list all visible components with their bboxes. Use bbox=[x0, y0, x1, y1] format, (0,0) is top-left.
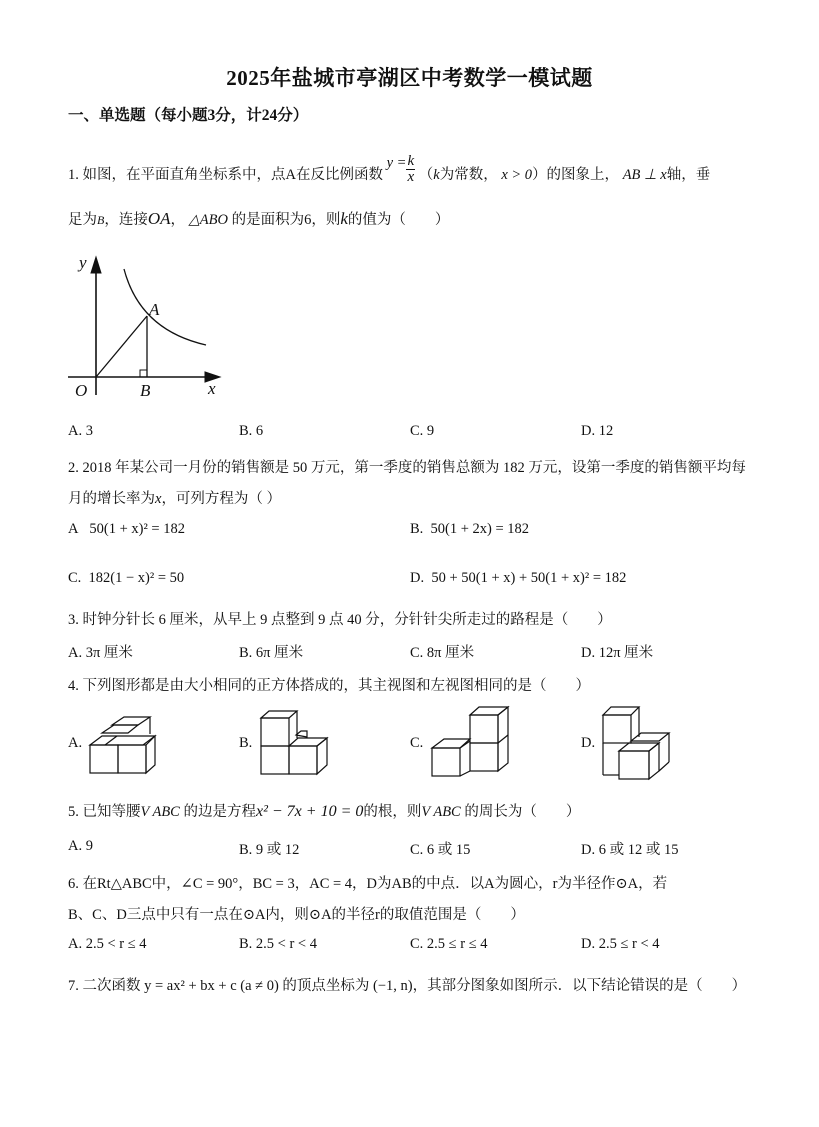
edge bbox=[498, 735, 508, 743]
cube-lower-right bbox=[289, 746, 317, 774]
q3-option-d[interactable]: D. 12π 厘米 bbox=[581, 645, 654, 661]
q4-option-a-label[interactable]: A. bbox=[68, 735, 83, 751]
q5-option-c[interactable]: C. 6 或 15 bbox=[410, 842, 471, 858]
q2-l2a: 月的增长率为 bbox=[68, 491, 155, 507]
q2-x: x bbox=[155, 491, 162, 507]
q1-B: B bbox=[97, 213, 105, 227]
cube-top-back bbox=[112, 717, 150, 725]
q6-option-a[interactable]: A. 2.5 < r ≤ 4 bbox=[68, 936, 147, 952]
q2-option-a[interactable] bbox=[68, 521, 185, 538]
cube-side bbox=[317, 738, 327, 774]
question-3: 3. 时钟分针长 6 厘米，从早上 9 点整到 9 点 40 分，分针针尖所走过的路程是（ ） bbox=[68, 612, 612, 628]
q1-l2d: 的值为（ ） bbox=[347, 212, 450, 228]
question-7: 7. 二次函数 y = ax² + bx + c (a ≠ 0) 的顶点坐标为 (−1, n)，其部分图象如图所示．以下结论错误的是（ ） bbox=[68, 978, 747, 994]
page-title: 2025年盐城市亭湖区中考数学一模试题 bbox=[226, 66, 593, 90]
q4-option-c-label[interactable]: C. bbox=[410, 735, 424, 751]
edge bbox=[460, 771, 470, 776]
q1-l2a: 足为 bbox=[68, 212, 97, 228]
frac-numerator: k bbox=[407, 153, 415, 169]
q5-option-d[interactable]: D. 6 或 12 或 15 bbox=[581, 842, 679, 858]
right-angle-marker bbox=[140, 370, 147, 377]
y-axis-arrow-icon bbox=[91, 257, 101, 273]
q1-text: 1. 如图，在平面直角坐标系中，点A在反比例函数 bbox=[68, 166, 383, 183]
q5-tri2: V ABC bbox=[421, 804, 461, 820]
q1-OA: OA bbox=[147, 209, 171, 228]
q6-option-c[interactable]: C. 2.5 ≤ r ≤ 4 bbox=[410, 936, 488, 952]
opt-expr: 182(1 − x)² = 50 bbox=[88, 570, 185, 586]
q1-axis-text: 轴，垂 bbox=[666, 166, 711, 183]
q1-const-text: 为常数， bbox=[439, 166, 498, 183]
cube-upper bbox=[603, 715, 631, 743]
edge bbox=[105, 736, 117, 745]
cube-front-side bbox=[649, 743, 659, 779]
frac-denominator: x bbox=[407, 169, 415, 185]
label-B: B bbox=[140, 381, 151, 400]
q4-option-d-label[interactable]: D. bbox=[581, 735, 596, 751]
q3-option-a[interactable]: A. 3π 厘米 bbox=[68, 645, 133, 661]
opt-label: C. bbox=[68, 570, 82, 586]
q1-condition: x > 0 bbox=[501, 166, 533, 183]
cube-upper bbox=[261, 718, 289, 746]
q5-tri1: V ABC bbox=[140, 804, 180, 820]
q4-figure-b bbox=[259, 708, 339, 774]
q1-option-b[interactable]: B. 6 bbox=[239, 423, 264, 439]
cube-front-left bbox=[90, 745, 118, 773]
cube-front-right bbox=[118, 745, 146, 773]
cube-top-front bbox=[90, 736, 155, 745]
q4-figure-d bbox=[601, 705, 681, 777]
cube-top-left bbox=[432, 739, 470, 748]
q1-comma: ， bbox=[170, 212, 186, 228]
q1-suffix: ）的图象上， bbox=[532, 166, 620, 183]
opt-label: A bbox=[68, 521, 79, 537]
cube-lower-left bbox=[261, 746, 289, 774]
q6-option-b[interactable]: B. 2.5 < r < 4 bbox=[239, 936, 317, 952]
cube-top bbox=[603, 707, 639, 715]
q3-option-c[interactable]: C. 8π 厘米 bbox=[410, 645, 475, 661]
q1-l2b: ，连接 bbox=[104, 212, 148, 228]
cube-front-top bbox=[619, 743, 659, 751]
question-2-line-1: 2. 2018 年某公司一月份的销售额是 50 万元，第一季度的销售总额为 182 万元，设第一季度的销售额平均每 bbox=[68, 460, 746, 476]
q4-figure-a bbox=[88, 712, 168, 772]
q5-option-b[interactable]: B. 9 或 12 bbox=[239, 842, 300, 858]
hyperbola-curve bbox=[124, 269, 206, 345]
cube-top-mid bbox=[102, 725, 138, 733]
q5-option-a[interactable]: A. 9 bbox=[68, 838, 93, 854]
q1-option-a[interactable]: A. 3 bbox=[68, 423, 93, 439]
q1-triangle: △ABO bbox=[188, 212, 228, 228]
q2-option-b[interactable] bbox=[410, 521, 529, 538]
edge bbox=[460, 741, 470, 748]
q5-equation: x² − 7x + 10 = 0 bbox=[255, 803, 364, 820]
question-5 bbox=[68, 800, 580, 821]
q1-paren: （ bbox=[418, 166, 434, 183]
question-1-line-2 bbox=[68, 208, 449, 229]
q1-l2c: 的是面积为6，则 bbox=[231, 212, 341, 228]
label-x: x bbox=[208, 379, 216, 398]
q5-b: 的边是方程 bbox=[183, 804, 256, 820]
cube-lower-left bbox=[432, 748, 460, 776]
question-6-line-2: B、C、D三点中只有一点在⊙A内，则⊙A的半径r的取值范围是（ ） bbox=[68, 907, 525, 923]
q6-option-d[interactable]: D. 2.5 ≤ r < 4 bbox=[581, 936, 660, 952]
cube-upper bbox=[470, 715, 498, 743]
cube-lower-right bbox=[470, 743, 498, 771]
q1-perp: AB ⊥ x bbox=[622, 166, 667, 183]
q5-a: 5. 已知等腰 bbox=[68, 804, 141, 820]
q3-option-b[interactable]: B. 6π 厘米 bbox=[239, 645, 304, 661]
opt-label: B. bbox=[410, 521, 424, 537]
q4-figure-c bbox=[430, 705, 510, 775]
q1-option-c[interactable]: C. 9 bbox=[410, 423, 435, 439]
section-heading: 一、单选题（每小题3分，计24分） bbox=[68, 107, 309, 124]
q5-d: 的周长为（ ） bbox=[464, 804, 581, 820]
q1-fraction bbox=[406, 154, 415, 185]
segment-OA bbox=[96, 316, 147, 377]
question-2-line-2 bbox=[68, 487, 281, 508]
q1-formula-lhs: y = bbox=[386, 154, 407, 171]
cube-back-top bbox=[631, 733, 669, 741]
q2-option-d[interactable] bbox=[410, 570, 626, 587]
opt-expr: 50 + 50(1 + x) + 50(1 + x)² = 182 bbox=[431, 570, 627, 586]
question-1-line-1 bbox=[68, 153, 711, 191]
label-O: O bbox=[75, 381, 88, 400]
question-6-line-1: 6. 在Rt△ABC中，∠C = 90°，BC = 3，AC = 4，D为AB的中点．以A为圆心，r为半径作⊙A，若 bbox=[68, 876, 668, 892]
q2-option-c[interactable] bbox=[68, 570, 184, 587]
q1-figure bbox=[60, 245, 260, 415]
cube-front bbox=[619, 751, 649, 779]
edge bbox=[659, 762, 669, 771]
opt-expr: 50(1 + x)² = 182 bbox=[89, 521, 185, 537]
q4-option-b-label[interactable]: B. bbox=[239, 735, 253, 751]
cube-hidden-top bbox=[296, 731, 307, 737]
cube-top bbox=[261, 711, 297, 718]
q1-k2: k bbox=[340, 209, 348, 228]
q1-k: k bbox=[433, 166, 440, 183]
label-A: A bbox=[149, 300, 160, 319]
q1-option-d[interactable]: D. 12 bbox=[581, 423, 614, 439]
q5-c: 的根，则 bbox=[363, 804, 422, 820]
opt-label: D. bbox=[410, 570, 425, 586]
question-4: 4. 下列图形都是由大小相同的正方体搭成的，其主视图和左视图相同的是（ ） bbox=[68, 678, 590, 694]
opt-expr: 50(1 + 2x) = 182 bbox=[430, 521, 530, 537]
label-y: y bbox=[79, 253, 87, 272]
q2-l2b: ，可列方程为（ ） bbox=[161, 491, 282, 507]
